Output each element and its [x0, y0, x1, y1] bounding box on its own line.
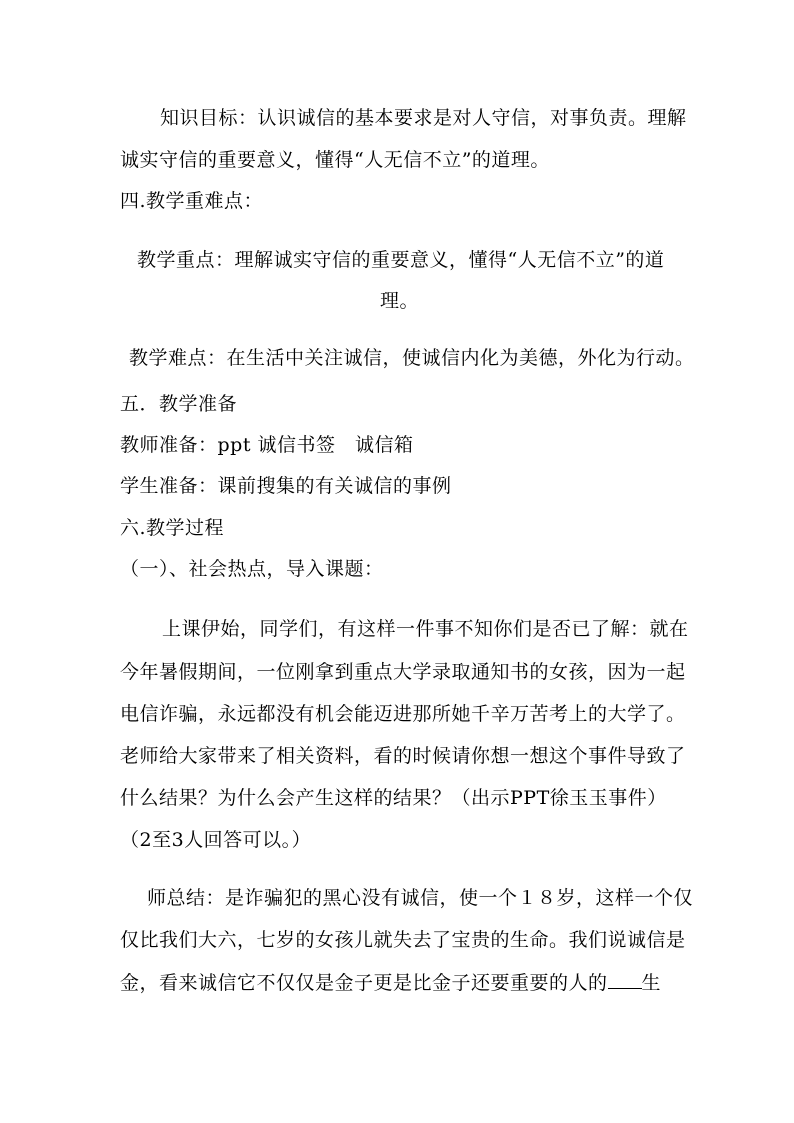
- knowledge-goal-line-2: 诚实守信的重要意义，懂得“人无信不立”的道理。: [120, 149, 550, 171]
- intro-paragraph-line-3: 电信诈骗，永远都没有机会能迈进那所她千辛万苦考上的大学了。: [120, 703, 686, 725]
- summary-paragraph-line-3-text: 金，看来诚信它不仅仅是金子更是比金子还要重要的人的: [120, 972, 608, 994]
- student-preparation: 学生准备：课前搜集的有关诚信的事例: [120, 475, 452, 497]
- intro-paragraph-line-4: 老师给大家带来了相关资料，看的时候请你想一想这个事件导致了: [120, 745, 686, 767]
- fill-in-blank: [608, 970, 642, 989]
- teacher-preparation: 教师准备：ppt 诚信书签 诚信箱: [120, 434, 414, 456]
- step-1-heading: （一）、社会热点，导入课题：: [120, 558, 384, 580]
- intro-paragraph-line-5: 什么结果？为什么会产生这样的结果？（出示PPT徐玉玉事件）: [120, 787, 667, 809]
- knowledge-goal-line-1: 知识目标：认识诚信的基本要求是对人守信，对事负责。理解: [160, 107, 687, 129]
- section-4-heading: 四.教学重难点：: [120, 190, 264, 212]
- summary-paragraph-line-2: 仅比我们大六，七岁的女孩儿就失去了宝贵的生命。我们说诚信是: [120, 929, 686, 951]
- intro-paragraph-line-1: 上课伊始，同学们，有这样一件事不知你们是否已了解：就在: [162, 618, 689, 640]
- teaching-focus-line-1: 教学重点：理解诚实守信的重要意义，懂得“人无信不立”的道: [137, 249, 665, 271]
- section-5-heading: 五．教学准备: [120, 393, 238, 415]
- section-6-heading: 六.教学过程: [120, 517, 225, 539]
- intro-paragraph-line-6: （2至3人回答可以。）: [120, 829, 312, 851]
- summary-paragraph-line-3-tail: 生: [641, 972, 662, 994]
- intro-paragraph-line-2: 今年暑假期间，一位刚拿到重点大学录取通知书的女孩，因为一起: [120, 661, 686, 683]
- teaching-difficulty: 教学难点：在生活中关注诚信，使诚信内化为美德，外化为行动。: [129, 347, 695, 369]
- summary-paragraph-line-1: 师总结：是诈骗犯的黑心没有诚信，使一个１８岁，这样一个仅: [147, 887, 694, 909]
- summary-paragraph-line-3: [120, 970, 661, 995]
- teaching-focus-line-2: 理。: [380, 290, 420, 312]
